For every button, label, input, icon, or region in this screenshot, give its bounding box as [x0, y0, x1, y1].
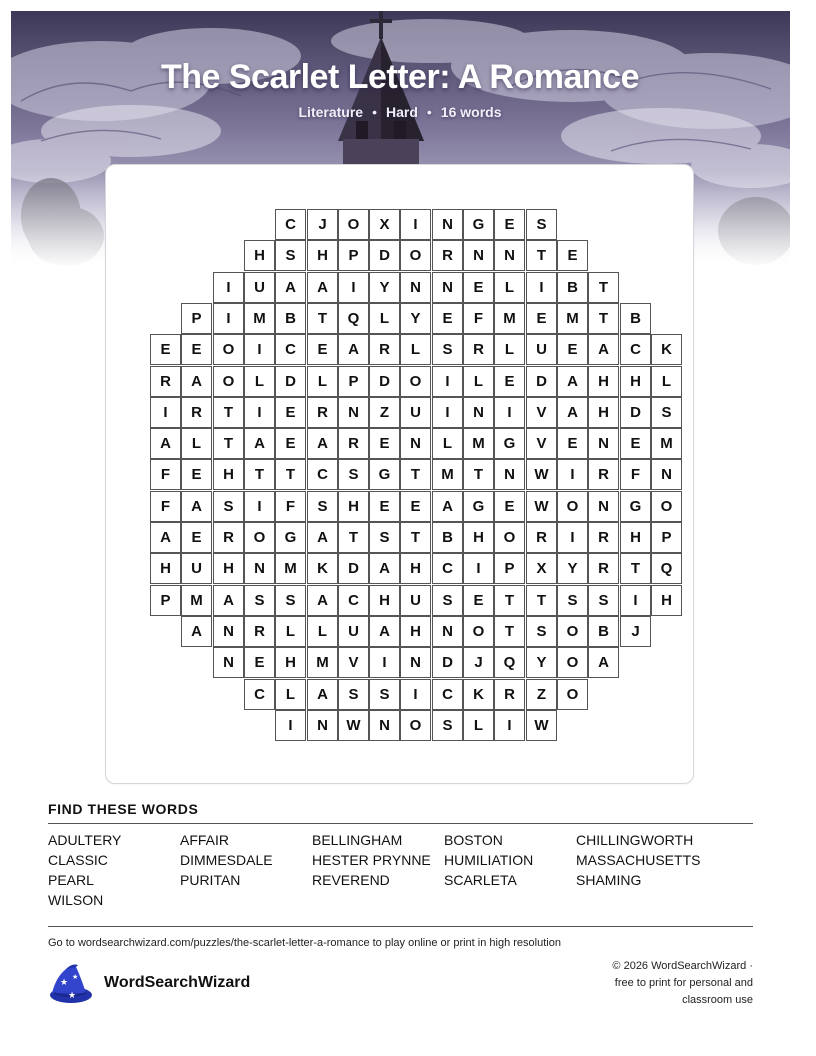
grid-cell[interactable]: E	[557, 428, 588, 459]
grid-cell[interactable]: L	[494, 272, 525, 303]
grid-cell[interactable]: Y	[400, 303, 431, 334]
divider	[48, 823, 753, 824]
grid-cell[interactable]: O	[557, 491, 588, 522]
word-list	[48, 832, 753, 908]
word-list-item: WILSON	[48, 892, 104, 908]
grid-cell[interactable]: D	[432, 647, 463, 678]
grid-cell[interactable]: I	[557, 522, 588, 553]
grid-cell[interactable]: D	[369, 366, 400, 397]
grid-cell[interactable]: V	[526, 428, 557, 459]
grid-cell[interactable]: S	[369, 679, 400, 710]
grid-cell[interactable]: S	[651, 397, 682, 428]
grid-cell[interactable]: O	[463, 616, 494, 647]
grid-cell[interactable]: R	[526, 522, 557, 553]
grid-cell[interactable]: F	[150, 459, 181, 490]
brand-name[interactable]: WordSearchWizard	[104, 974, 251, 991]
grid-cell[interactable]: H	[275, 647, 306, 678]
grid-cell[interactable]: S	[213, 491, 244, 522]
grid-cell[interactable]: A	[213, 585, 244, 616]
grid-cell[interactable]: I	[400, 209, 431, 240]
grid-cell[interactable]: E	[526, 303, 557, 334]
grid-cell[interactable]: B	[588, 616, 619, 647]
grid-cell[interactable]: H	[400, 616, 431, 647]
grid-cell[interactable]: P	[494, 553, 525, 584]
grid-cell[interactable]: B	[557, 272, 588, 303]
grid-cell[interactable]: N	[432, 209, 463, 240]
grid-cell[interactable]: O	[244, 522, 275, 553]
word-list-item: PEARL	[48, 872, 94, 888]
grid-cell[interactable]: W	[526, 710, 557, 741]
grid-cell[interactable]: H	[244, 240, 275, 271]
grid-cell[interactable]: T	[400, 459, 431, 490]
grid-cell[interactable]: H	[307, 240, 338, 271]
grid-cell[interactable]: P	[181, 303, 212, 334]
grid-cell[interactable]: P	[338, 366, 369, 397]
grid-cell[interactable]: I	[463, 553, 494, 584]
grid-cell[interactable]: E	[150, 334, 181, 365]
grid-cell[interactable]: L	[369, 303, 400, 334]
grid-cell[interactable]: C	[275, 209, 306, 240]
grid-cell[interactable]: S	[526, 209, 557, 240]
grid-cell[interactable]: A	[307, 679, 338, 710]
grid-cell[interactable]: P	[651, 522, 682, 553]
grid-cell[interactable]: T	[526, 240, 557, 271]
grid-cell[interactable]: T	[588, 272, 619, 303]
grid-cell[interactable]: T	[494, 585, 525, 616]
grid-cell[interactable]: S	[557, 585, 588, 616]
grid-cell[interactable]: A	[588, 647, 619, 678]
grid-cell[interactable]: A	[181, 616, 212, 647]
grid-cell[interactable]: F	[620, 459, 651, 490]
grid-cell[interactable]: C	[244, 679, 275, 710]
grid-cell[interactable]: H	[463, 522, 494, 553]
grid-cell[interactable]: L	[181, 428, 212, 459]
grid-cell[interactable]: C	[275, 334, 306, 365]
grid-cell[interactable]: B	[275, 303, 306, 334]
grid-cell[interactable]: I	[526, 272, 557, 303]
grid-cell[interactable]: A	[150, 522, 181, 553]
grid-cell[interactable]: Q	[651, 553, 682, 584]
grid-cell[interactable]: O	[400, 240, 431, 271]
grid-cell[interactable]: P	[150, 585, 181, 616]
grid-cell[interactable]: F	[275, 491, 306, 522]
grid-cell[interactable]: C	[307, 459, 338, 490]
grid-cell[interactable]: N	[494, 240, 525, 271]
grid-cell[interactable]: N	[244, 553, 275, 584]
grid-cell[interactable]: S	[369, 522, 400, 553]
grid-cell[interactable]: D	[369, 240, 400, 271]
grid-cell[interactable]: I	[400, 679, 431, 710]
grid-cell[interactable]: T	[400, 522, 431, 553]
grid-cell[interactable]: T	[338, 522, 369, 553]
grid-cell[interactable]: D	[338, 553, 369, 584]
grid-cell[interactable]: A	[307, 428, 338, 459]
grid-cell[interactable]: C	[432, 679, 463, 710]
grid-cell[interactable]: W	[526, 459, 557, 490]
grid-cell[interactable]: R	[213, 522, 244, 553]
grid-cell[interactable]: S	[338, 679, 369, 710]
grid-cell[interactable]: I	[338, 272, 369, 303]
grid-cell[interactable]: E	[400, 491, 431, 522]
grid-cell[interactable]: I	[557, 459, 588, 490]
word-list-item: SHAMING	[576, 872, 642, 888]
grid-cell[interactable]: A	[557, 366, 588, 397]
grid-cell[interactable]: O	[557, 647, 588, 678]
grid-cell[interactable]: H	[588, 397, 619, 428]
grid-cell[interactable]: N	[307, 710, 338, 741]
grid-cell[interactable]: E	[369, 491, 400, 522]
grid-cell[interactable]: X	[526, 553, 557, 584]
grid-cell[interactable]: E	[275, 397, 306, 428]
svg-text:★: ★	[60, 978, 69, 988]
wizard-hat-icon	[46, 963, 94, 1005]
grid-cell[interactable]: E	[369, 428, 400, 459]
grid-cell[interactable]: K	[307, 553, 338, 584]
grid-cell[interactable]: E	[557, 240, 588, 271]
word-list-item: HUMILIATION	[444, 852, 534, 868]
grid-cell[interactable]: I	[275, 710, 306, 741]
grid-cell[interactable]: H	[150, 553, 181, 584]
grid-cell[interactable]: N	[494, 459, 525, 490]
grid-cell[interactable]: Q	[494, 647, 525, 678]
grid-cell[interactable]: F	[150, 491, 181, 522]
grid-cell[interactable]: B	[432, 522, 463, 553]
grid-cell[interactable]: E	[307, 334, 338, 365]
grid-cell[interactable]: R	[588, 522, 619, 553]
grid-cell[interactable]: J	[620, 616, 651, 647]
grid-cell[interactable]: A	[181, 491, 212, 522]
grid-cell[interactable]: O	[557, 679, 588, 710]
grid-cell[interactable]: S	[338, 459, 369, 490]
grid-cell[interactable]: E	[557, 334, 588, 365]
grid-cell[interactable]: L	[432, 428, 463, 459]
grid-cell[interactable]: I	[369, 647, 400, 678]
grid-cell[interactable]: S	[275, 585, 306, 616]
grid-cell[interactable]: M	[494, 303, 525, 334]
word-list-item: AFFAIR	[180, 832, 230, 848]
svg-text:★: ★	[68, 991, 77, 1001]
grid-cell[interactable]: A	[369, 553, 400, 584]
grid-cell[interactable]: Y	[369, 272, 400, 303]
grid-cell[interactable]: P	[338, 240, 369, 271]
grid-cell[interactable]: N	[588, 491, 619, 522]
grid-cell[interactable]: W	[338, 710, 369, 741]
grid-cell[interactable]: T	[588, 303, 619, 334]
grid-cell[interactable]: A	[275, 272, 306, 303]
grid-cell[interactable]: G	[463, 209, 494, 240]
grid-cell[interactable]: U	[526, 334, 557, 365]
grid-cell[interactable]: X	[369, 209, 400, 240]
word-list-item: BELLINGHAM	[312, 832, 403, 848]
grid-cell[interactable]: A	[181, 366, 212, 397]
grid-cell[interactable]: A	[307, 522, 338, 553]
grid-cell[interactable]: R	[244, 616, 275, 647]
grid-cell[interactable]: Z	[526, 679, 557, 710]
grid-cell[interactable]: I	[213, 303, 244, 334]
grid-cell[interactable]: E	[494, 366, 525, 397]
grid-cell[interactable]: N	[432, 616, 463, 647]
grid-cell[interactable]: C	[432, 553, 463, 584]
grid-cell[interactable]: G	[620, 491, 651, 522]
divider	[48, 926, 753, 927]
grid-cell[interactable]: U	[181, 553, 212, 584]
grid-cell[interactable]: O	[338, 209, 369, 240]
grid-cell[interactable]: A	[588, 334, 619, 365]
grid-cell[interactable]: L	[463, 710, 494, 741]
grid-cell[interactable]: R	[432, 240, 463, 271]
puzzle-meta	[0, 104, 800, 120]
copyright-line: free to print for personal and	[614, 977, 753, 989]
grid-cell[interactable]: N	[651, 459, 682, 490]
grid-cell[interactable]: S	[588, 585, 619, 616]
grid-cell[interactable]: V	[338, 647, 369, 678]
grid-cell[interactable]: A	[338, 334, 369, 365]
grid-cell[interactable]: I	[213, 272, 244, 303]
grid-cell[interactable]: J	[307, 209, 338, 240]
grid-cell[interactable]: T	[213, 397, 244, 428]
grid-cell[interactable]: B	[620, 303, 651, 334]
grid-cell[interactable]: S	[432, 585, 463, 616]
grid-cell[interactable]: I	[432, 397, 463, 428]
word-list-heading: FIND THESE WORDS	[48, 801, 199, 817]
grid-cell[interactable]: T	[526, 585, 557, 616]
word-list-item: ADULTERY	[48, 832, 122, 848]
grid-cell[interactable]: S	[432, 334, 463, 365]
grid-cell[interactable]: R	[463, 334, 494, 365]
grid-cell[interactable]: N	[432, 272, 463, 303]
grid-cell[interactable]: Y	[526, 647, 557, 678]
grid-cell[interactable]: A	[369, 616, 400, 647]
grid-cell[interactable]: O	[494, 522, 525, 553]
grid-cell[interactable]: I	[620, 585, 651, 616]
grid-cell[interactable]: D	[275, 366, 306, 397]
grid-cell[interactable]: L	[275, 679, 306, 710]
grid-cell[interactable]: Y	[557, 553, 588, 584]
grid-cell[interactable]: U	[338, 616, 369, 647]
grid-cell[interactable]: H	[588, 366, 619, 397]
grid-cell[interactable]: N	[213, 616, 244, 647]
grid-cell[interactable]: M	[275, 553, 306, 584]
grid-cell[interactable]: S	[307, 491, 338, 522]
grid-cell[interactable]: L	[400, 334, 431, 365]
grid-cell[interactable]: Q	[338, 303, 369, 334]
grid-cell[interactable]: C	[620, 334, 651, 365]
word-list-item: PURITAN	[180, 872, 241, 888]
grid-cell[interactable]: I	[494, 710, 525, 741]
grid-cell[interactable]: E	[181, 459, 212, 490]
grid-cell[interactable]: G	[275, 522, 306, 553]
grid-cell[interactable]: L	[307, 616, 338, 647]
grid-cell[interactable]: O	[651, 491, 682, 522]
grid-cell[interactable]: H	[369, 585, 400, 616]
grid-cell[interactable]: T	[620, 553, 651, 584]
grid-cell[interactable]: R	[369, 334, 400, 365]
word-list-item: MASSACHUSETTS	[576, 852, 701, 868]
grid-cell[interactable]: L	[275, 616, 306, 647]
grid-cell[interactable]: L	[463, 366, 494, 397]
word-list-item: CHILLINGWORTH	[576, 832, 694, 848]
grid-cell[interactable]: E	[620, 428, 651, 459]
meta-separator: •	[372, 104, 377, 120]
word-list-item: SCARLETA	[444, 872, 517, 888]
grid-cell[interactable]: E	[181, 334, 212, 365]
grid-cell[interactable]: E	[463, 272, 494, 303]
grid-cell[interactable]: O	[557, 616, 588, 647]
grid-cell[interactable]: M	[432, 459, 463, 490]
grid-cell[interactable]: M	[463, 428, 494, 459]
grid-cell[interactable]: C	[338, 585, 369, 616]
grid-cell[interactable]: U	[244, 272, 275, 303]
grid-cell[interactable]: I	[244, 334, 275, 365]
grid-cell[interactable]: T	[244, 459, 275, 490]
grid-cell[interactable]: W	[526, 491, 557, 522]
copyright-line: classroom use	[682, 994, 753, 1006]
grid-cell[interactable]: Z	[369, 397, 400, 428]
play-online-link[interactable]: Go to wordsearchwizard.com/puzzles/the-scarlet-letter-a-romance to play online or print in high resolution	[48, 937, 561, 949]
grid-cell[interactable]: U	[400, 397, 431, 428]
grid-cell[interactable]: G	[494, 428, 525, 459]
grid-cell[interactable]: I	[244, 397, 275, 428]
grid-cell[interactable]: A	[244, 428, 275, 459]
grid-cell[interactable]: N	[213, 647, 244, 678]
grid-cell[interactable]: A	[150, 428, 181, 459]
puzzle-difficulty: Hard	[385, 104, 418, 120]
grid-cell[interactable]: R	[338, 428, 369, 459]
grid-cell[interactable]: S	[275, 240, 306, 271]
grid-cell[interactable]: R	[588, 553, 619, 584]
grid-cell[interactable]: H	[620, 522, 651, 553]
grid-cell[interactable]: M	[181, 585, 212, 616]
grid-cell[interactable]: F	[463, 303, 494, 334]
grid-cell[interactable]: L	[307, 366, 338, 397]
grid-cell[interactable]: N	[400, 272, 431, 303]
grid-cell[interactable]: R	[181, 397, 212, 428]
grid-cell[interactable]: N	[463, 240, 494, 271]
grid-cell[interactable]: I	[150, 397, 181, 428]
word-list-item: BOSTON	[444, 832, 503, 848]
grid-cell[interactable]: U	[400, 585, 431, 616]
grid-cell[interactable]: L	[494, 334, 525, 365]
grid-cell[interactable]: H	[620, 366, 651, 397]
word-list-item: CLASSIC	[48, 852, 108, 868]
grid-cell[interactable]: S	[526, 616, 557, 647]
grid-cell[interactable]: D	[526, 366, 557, 397]
puzzle-title: The Scarlet Letter: A Romance	[160, 58, 639, 96]
grid-cell[interactable]: N	[369, 710, 400, 741]
grid-cell[interactable]: E	[494, 491, 525, 522]
grid-cell[interactable]: M	[651, 428, 682, 459]
svg-text:★: ★	[72, 973, 79, 981]
grid-cell[interactable]: L	[244, 366, 275, 397]
word-list-item: DIMMESDALE	[180, 852, 273, 868]
grid-cell[interactable]: H	[213, 553, 244, 584]
grid-cell[interactable]: O	[400, 710, 431, 741]
copyright-line: © 2026 WordSearchWizard ·	[612, 960, 753, 972]
word-list-item: HESTER PRYNNE	[312, 852, 431, 868]
grid-cell[interactable]: S	[432, 710, 463, 741]
grid-cell[interactable]: H	[338, 491, 369, 522]
grid-cell[interactable]: A	[557, 397, 588, 428]
grid-cell[interactable]: V	[526, 397, 557, 428]
grid-cell[interactable]: E	[494, 209, 525, 240]
grid-cell[interactable]: R	[494, 679, 525, 710]
puzzle-word-count: 16 words	[440, 104, 502, 120]
grid-cell[interactable]: D	[620, 397, 651, 428]
grid-cell[interactable]: R	[588, 459, 619, 490]
grid-cell[interactable]: A	[307, 272, 338, 303]
grid-cell[interactable]: T	[463, 459, 494, 490]
grid-cell[interactable]: N	[400, 647, 431, 678]
grid-cell[interactable]: A	[307, 585, 338, 616]
grid-cell[interactable]: E	[275, 428, 306, 459]
grid-cell[interactable]: N	[588, 428, 619, 459]
grid-cell[interactable]: M	[307, 647, 338, 678]
grid-cell[interactable]: E	[244, 647, 275, 678]
grid-cell[interactable]: R	[150, 366, 181, 397]
grid-cell[interactable]: T	[494, 616, 525, 647]
grid-cell[interactable]: R	[307, 397, 338, 428]
copyright-notice	[553, 958, 753, 1009]
grid-cell[interactable]: A	[432, 491, 463, 522]
grid-cell[interactable]: N	[338, 397, 369, 428]
grid-cell[interactable]: M	[557, 303, 588, 334]
grid-cell[interactable]: I	[494, 397, 525, 428]
meta-separator: •	[426, 104, 432, 120]
word-list-item: REVEREND	[312, 872, 390, 888]
grid-cell[interactable]: T	[307, 303, 338, 334]
puzzle-category: Literature	[298, 104, 364, 120]
grid-cell[interactable]: L	[651, 366, 682, 397]
grid-cell[interactable]: T	[213, 428, 244, 459]
grid-cell[interactable]: I	[244, 491, 275, 522]
grid-cell[interactable]: H	[651, 585, 682, 616]
grid-cell[interactable]: E	[463, 585, 494, 616]
grid-cell[interactable]: H	[213, 459, 244, 490]
grid-cell[interactable]: S	[244, 585, 275, 616]
grid-cell[interactable]: O	[400, 366, 431, 397]
grid-cell[interactable]: M	[244, 303, 275, 334]
grid-cell[interactable]: O	[213, 366, 244, 397]
grid-cell[interactable]: K	[463, 679, 494, 710]
grid-cell[interactable]: N	[400, 428, 431, 459]
grid-cell[interactable]: G	[369, 459, 400, 490]
grid-cell[interactable]: K	[651, 334, 682, 365]
grid-cell[interactable]: N	[463, 397, 494, 428]
grid-cell[interactable]: H	[400, 553, 431, 584]
grid-cell[interactable]: G	[463, 491, 494, 522]
grid-cell[interactable]: J	[463, 647, 494, 678]
grid-cell[interactable]: O	[213, 334, 244, 365]
grid-cell[interactable]: I	[432, 366, 463, 397]
grid-cell[interactable]: T	[275, 459, 306, 490]
grid-cell[interactable]: E	[432, 303, 463, 334]
grid-cell[interactable]: E	[181, 522, 212, 553]
